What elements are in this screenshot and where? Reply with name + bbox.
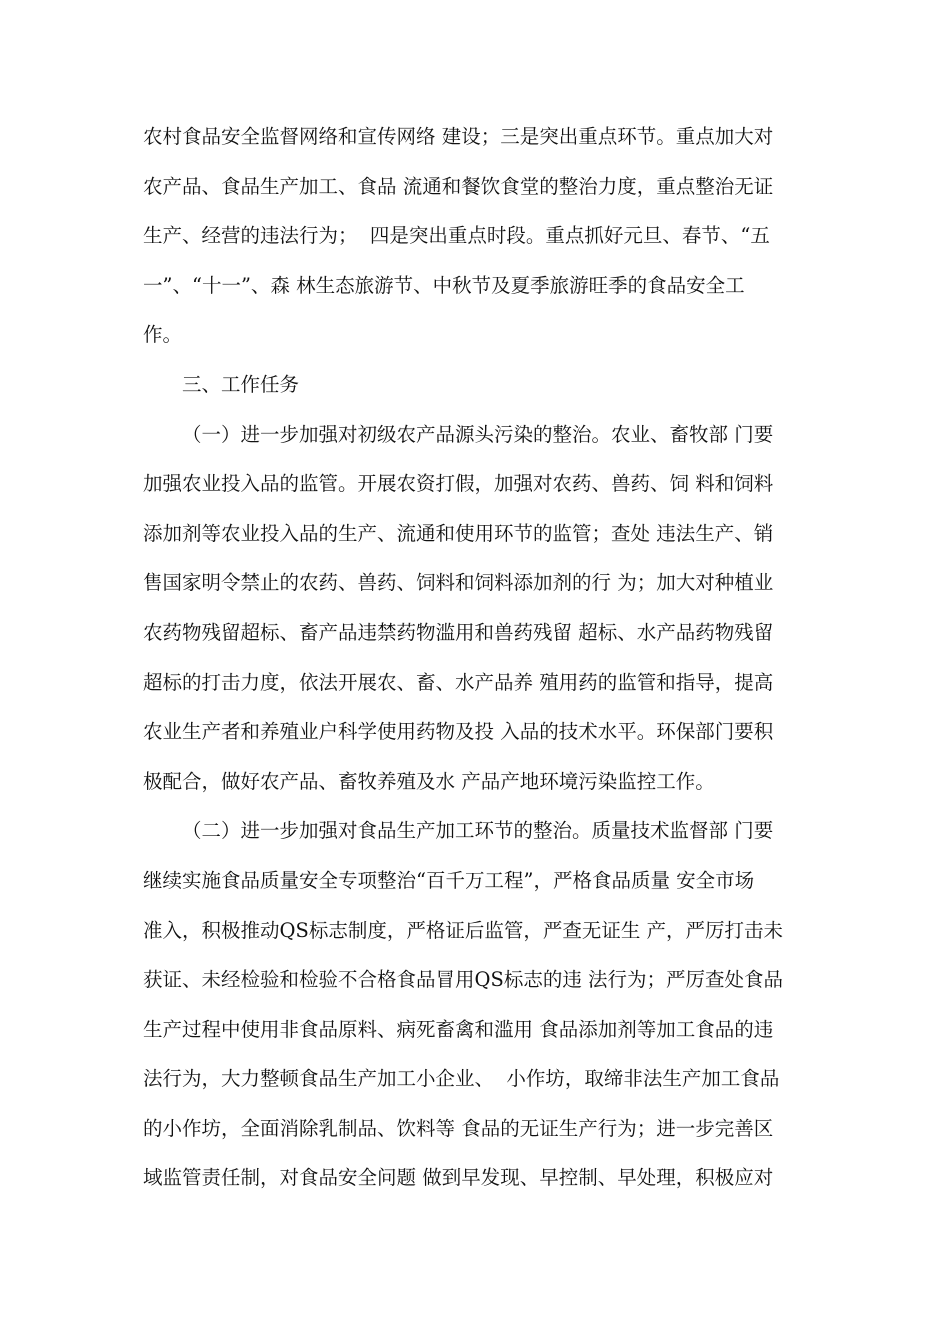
text-line: 超标的打击力度，依法开展农、畜、水产品养 殖用药的监管和指导，提高 (143, 670, 774, 694)
text-line: 添加剂等农业投入品的生产、流通和使用环节的监管；查处 违法生产、销 (143, 521, 774, 545)
text-line: 法行为，大力整顿食品生产加工小企业、 小作坊，取缔非法生产加工食品 (143, 1067, 780, 1091)
text-line: 生产、经营的违法行为； 四是突出重点时段。重点抓好元旦、春节、“五 (143, 224, 770, 248)
text-line: 获证、未经检验和检验不合格食品冒用QS标志的违 法行为；严厉查处食品 (143, 968, 784, 992)
text-line: 准入，积极推动QS标志制度，严格证后监管，严查无证生 产，严厉打击未 (143, 918, 784, 942)
text-line: 作。 (143, 323, 183, 347)
text-line: 域监管责任制，对食品安全问题 做到早发现、早控制、早处理，积极应对 (143, 1166, 774, 1190)
paragraph-start: （一）进一步加强对初级农产品源头污染的整治。农业、畜牧部 门要 (182, 422, 774, 446)
text-line: 售国家明令禁止的农药、兽药、饲料和饲料添加剂的行 为；加大对种植业 (143, 571, 774, 595)
section-heading: 三、工作任务 (182, 372, 300, 396)
text-line: 农村食品安全监督网络和宣传网络 建设；三是突出重点环节。重点加大对 (143, 125, 774, 148)
text-line: 的小作坊，全面消除乳制品、饮料等 食品的无证生产行为；进一步完善区 (143, 1116, 774, 1140)
text-line: 农药物残留超标、畜产品违禁药物滥用和兽药残留 超标、水产品药物残留 (143, 620, 774, 644)
text-line: 农业生产者和养殖业户科学使用药物及投 入品的技术水平。环保部门要积 (143, 720, 774, 744)
text-line: 极配合，做好农产品、畜牧养殖及水 产品产地环境污染监控工作。 (143, 769, 715, 793)
text-line: 生产过程中使用非食品原料、病死畜禽和滥用 食品添加剂等加工食品的违 (143, 1017, 774, 1041)
document-body (143, 119, 823, 1210)
text-line: 继续实施食品质量安全专项整治“百千万工程”，严格食品质量 安全市场 (143, 868, 755, 892)
text-line: 一”、“十一”、森 林生态旅游节、中秋节及夏季旅游旺季的食品安全工 (143, 273, 745, 297)
paragraph-start: （二）进一步加强对食品生产加工环节的整治。质量技术监督部 门要 (182, 819, 774, 843)
text-line: 农产品、食品生产加工、食品 流通和餐饮食堂的整治力度，重点整治无证 (143, 174, 774, 198)
text-line: 加强农业投入品的监管。开展农资打假，加强对农药、兽药、饲 料和饲料 (143, 472, 774, 496)
